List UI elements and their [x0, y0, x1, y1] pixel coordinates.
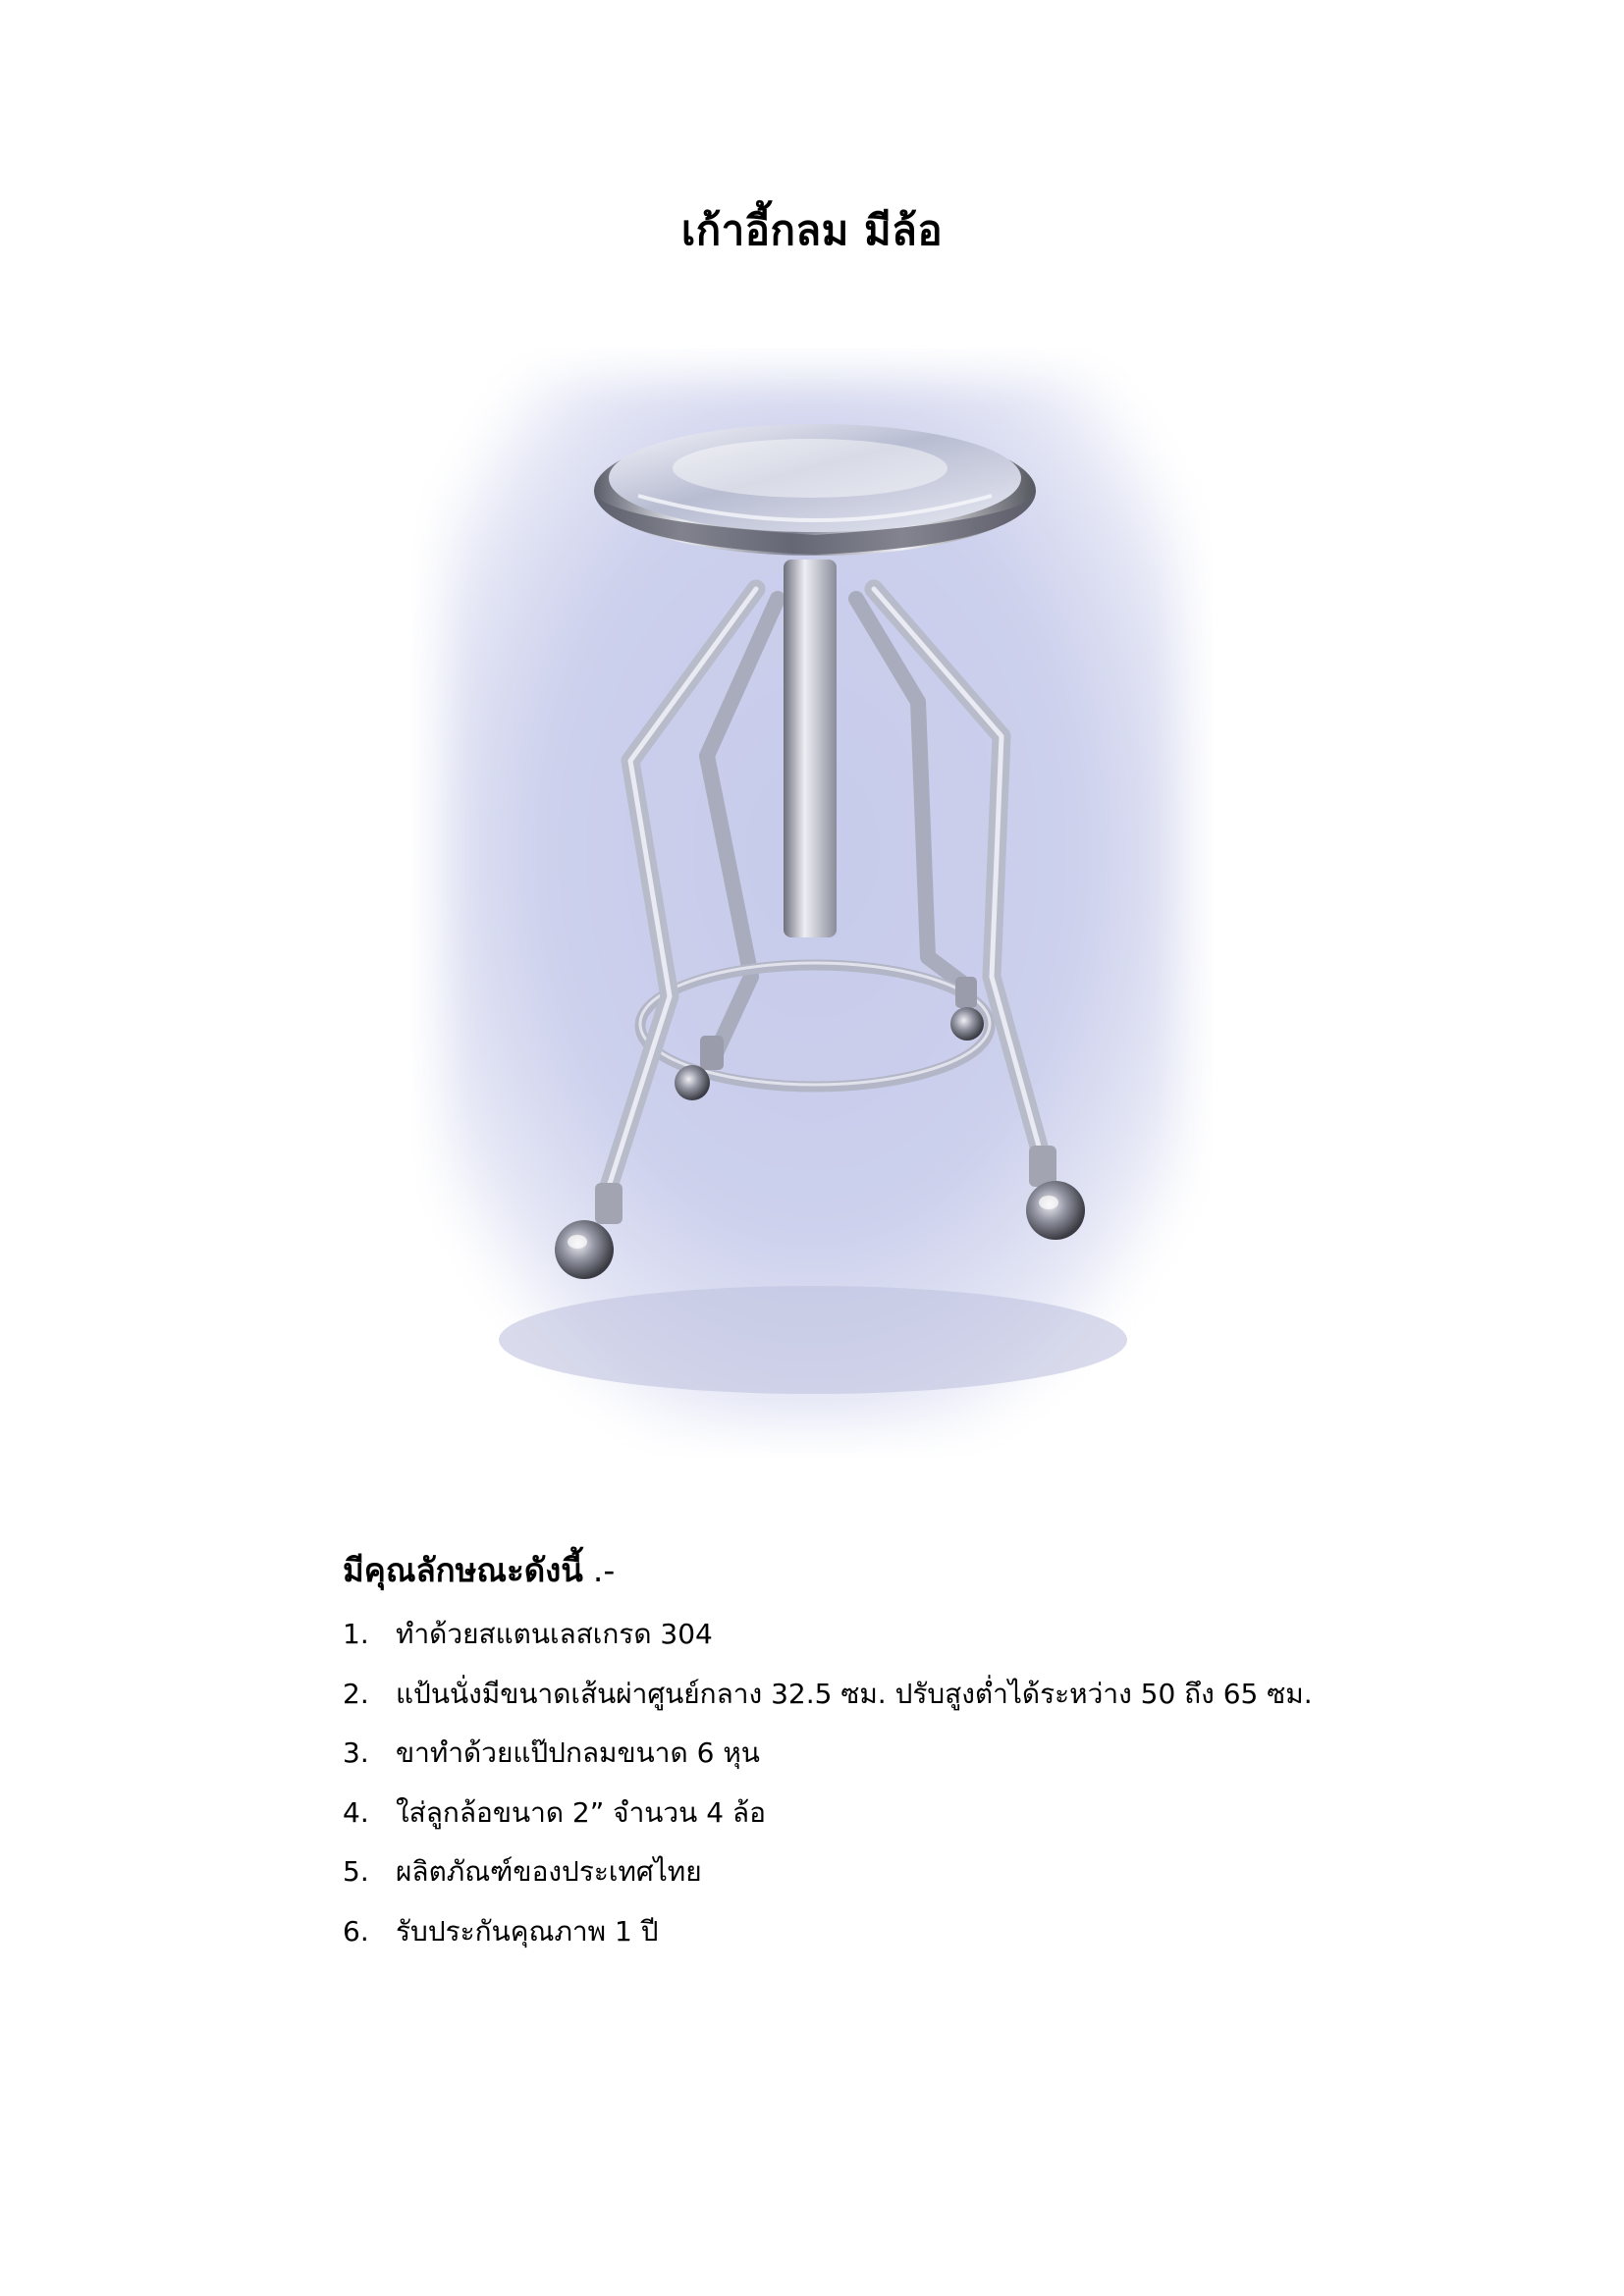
- spec-item: [343, 1908, 1313, 1968]
- spec-item-number: 4.: [343, 1795, 369, 1829]
- spec-item-number: 1.: [343, 1618, 369, 1650]
- spec-item-text: รับประกันคุณภาพ 1 ปี: [396, 1914, 659, 1948]
- stool-photo: [412, 348, 1213, 1458]
- page-title: เก้าอี้กลม มีล้อ: [680, 206, 944, 254]
- spec-heading-suffix: .-: [592, 1551, 616, 1589]
- spec-item-text: ผลิตภัณฑ์ของประเทศไทย: [396, 1855, 702, 1888]
- spec-item: [343, 1789, 1313, 1849]
- spec-item-number: 5.: [343, 1855, 369, 1888]
- spec-item-number: 2.: [343, 1677, 369, 1710]
- spec-item-text: ขาทำด้วยแป๊ปกลมขนาด 6 หุน: [396, 1736, 760, 1769]
- spec-item-text: ใส่ลูกล้อขนาด 2” จำนวน 4 ล้อ: [396, 1795, 766, 1829]
- spec-item-number: 6.: [343, 1914, 369, 1948]
- spec-heading-text: มีคุณลักษณะดังนี้: [343, 1551, 583, 1589]
- spec-item-text: ทำด้วยสแตนเลสเกรด 304: [396, 1618, 713, 1650]
- spec-item: [343, 1611, 1313, 1671]
- spec-list: [343, 1611, 1313, 1967]
- spec-item-text: แป้นนั่งมีขนาดเส้นผ่าศูนย์กลาง 32.5 ซม. ปรับสูงต่ำได้ระหว่าง 50 ถึง 65 ซม.: [396, 1677, 1313, 1710]
- spec-item: [343, 1671, 1313, 1731]
- spec-item-number: 3.: [343, 1736, 369, 1769]
- spec-heading: [343, 1547, 615, 1594]
- spec-item: [343, 1848, 1313, 1908]
- stool-illustration: [412, 348, 1213, 1458]
- spec-item: [343, 1730, 1313, 1789]
